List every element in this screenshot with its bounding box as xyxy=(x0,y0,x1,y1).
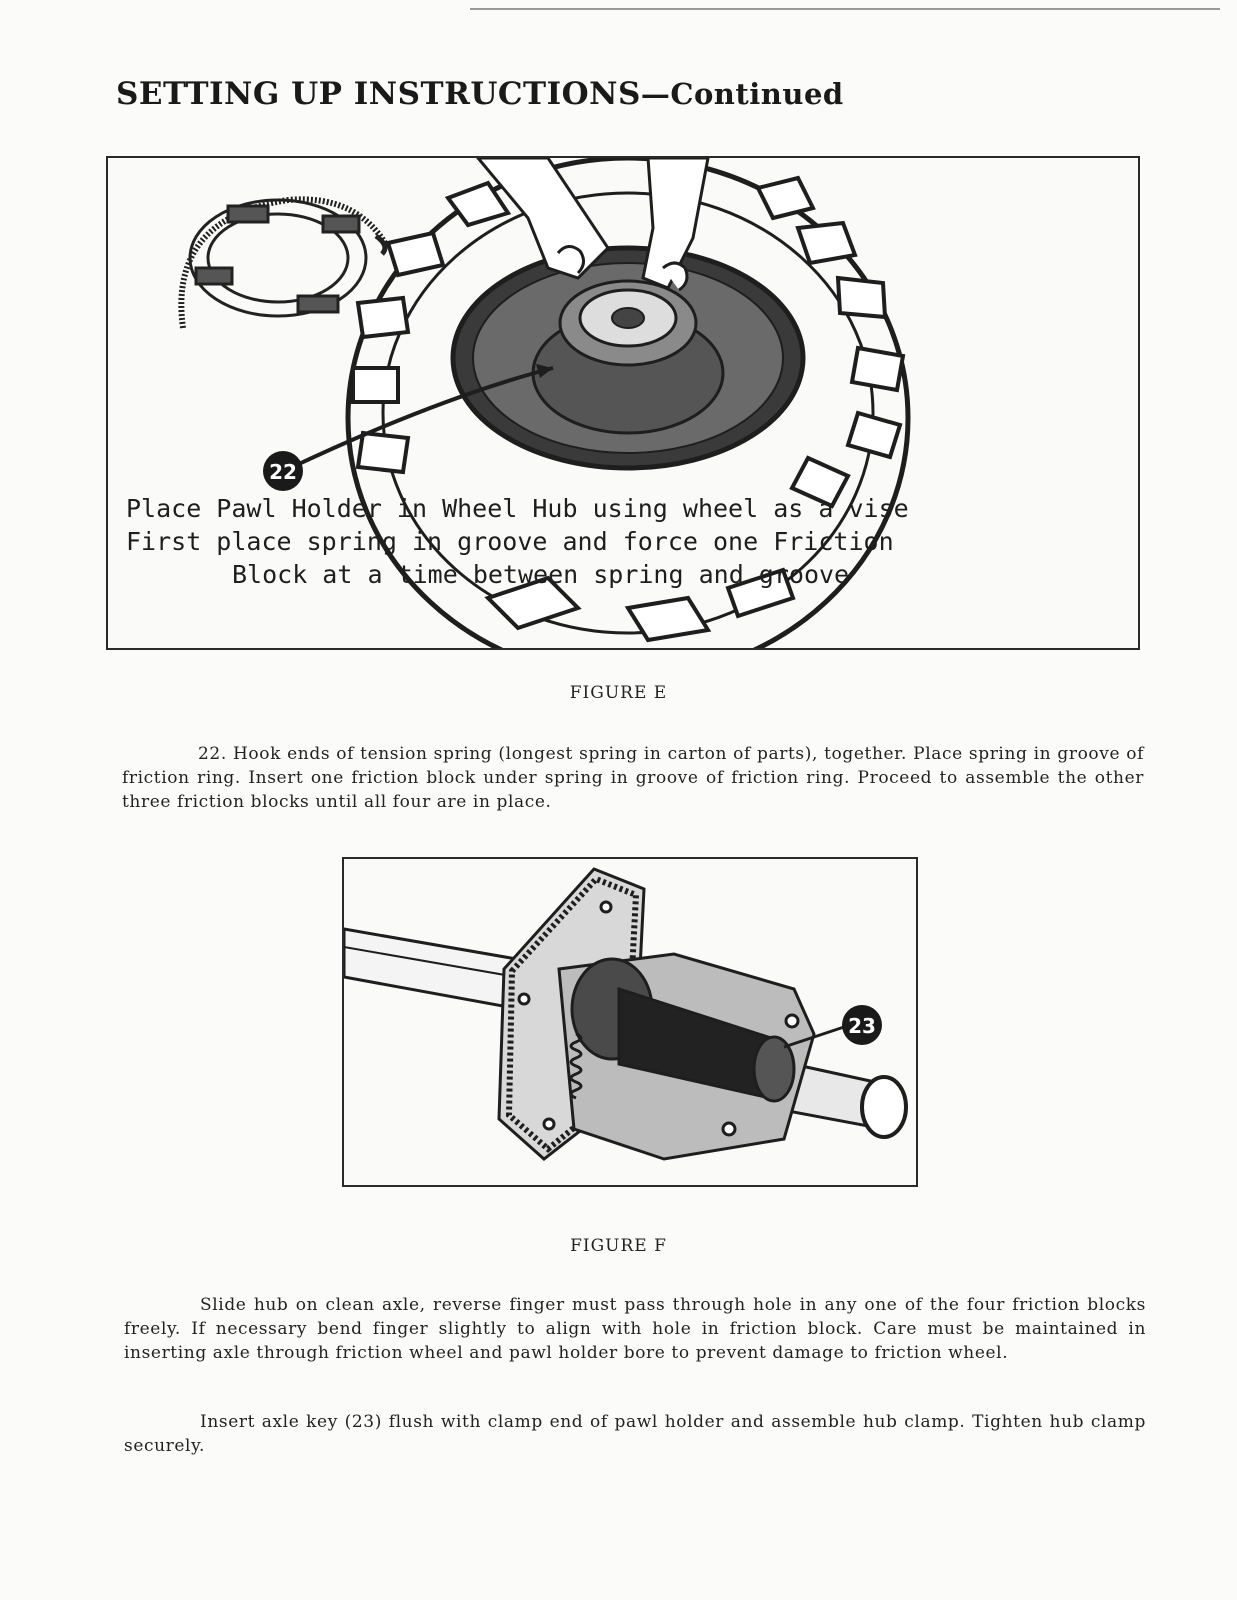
figure-e-callout-text xyxy=(108,492,1138,591)
callout-23-number: 23 xyxy=(848,1014,876,1038)
figure-e-caption: FIGURE E xyxy=(569,683,668,703)
pawl-holder-icon xyxy=(559,954,814,1159)
top-rule xyxy=(470,8,1220,10)
callout-line-1: Place Pawl Holder in Wheel Hub using wheel as a vise xyxy=(126,494,909,523)
heading-suffix: —Continued xyxy=(640,77,844,111)
figure-f-caption: FIGURE F xyxy=(570,1236,667,1256)
callout-line-2: First place spring in groove and force one Friction xyxy=(126,527,894,556)
axle-key-paragraph: Insert axle key (23) flush with clamp end of pawl holder and assemble hub clamp. Tighten hub clamp securely. xyxy=(124,1412,1146,1456)
page-heading xyxy=(116,76,844,112)
figure-e-illustration xyxy=(106,156,1140,650)
callout-line-3: Block at a time between spring and groove xyxy=(232,560,850,589)
axle-hub-drawing xyxy=(344,859,916,1185)
figure-f-illustration xyxy=(342,857,918,1187)
callout-22-number: 22 xyxy=(269,460,297,484)
hub-paragraph: Slide hub on clean axle, reverse finger must pass through hole in any one of the four friction blocks freely. If necessary bend finger slightly to align with hole in friction block. Care must be maintained in inserting axle through friction wheel and pawl holder bore to prevent damage to friction wheel. xyxy=(124,1295,1146,1363)
heading-main: SETTING UP INSTRUCTIONS xyxy=(116,76,641,112)
step-22-paragraph: 22. Hook ends of tension spring (longest spring in carton of parts), together. Place spring in groove of friction ring. Insert one friction block under spring in groove of friction ring. Proceed to assemble the other three friction blocks until all four are in place. xyxy=(122,744,1144,812)
wheel-rim-icon xyxy=(453,248,803,468)
